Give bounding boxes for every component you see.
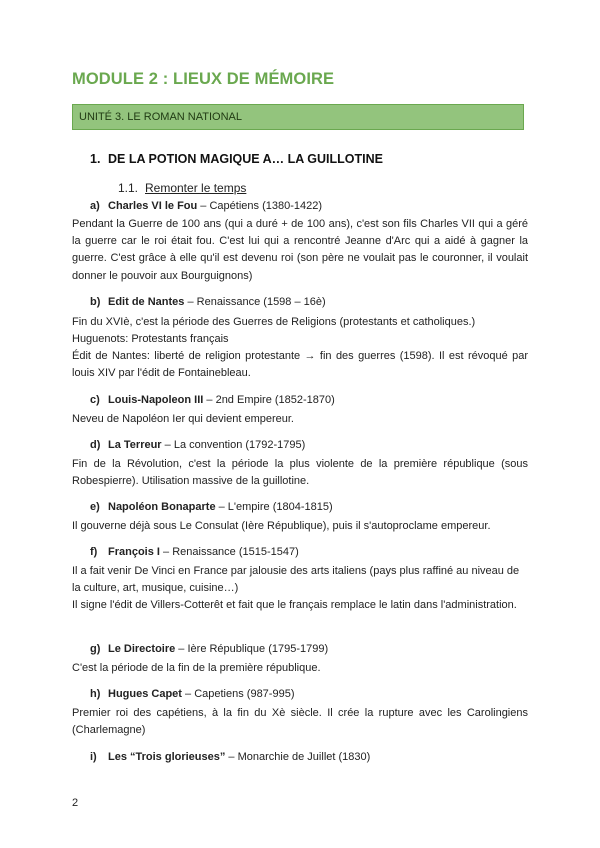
subsection-number: 1.1. [118,181,139,195]
entry-text-e: Il gouverne déjà sous Le Consulat (Ière République), puis il s'autoproclame empereur. [72,520,491,532]
entry-text-f-2: Il signe l'édit de Villers-Cotterêt et fait que le français remplace le latin dans l'administration. [72,599,517,611]
page-number: 2 [72,797,79,809]
unit-banner: UNITÉ 3. LE ROMAN NATIONAL [72,104,524,130]
entry-heading-a: a) Charles VI le Fou – Capétiens (1380-1422) [90,200,322,212]
entry-text-h: Premier roi des capétiens, à la fin du Xè siècle. Il crée la rupture avec les Carolingiens (Charlemagne) [72,707,528,737]
entry-text-d: Fin de la Révolution, c'est la période la plus violente de la première république (sous Robespierre). Utilisation massive de la guillotine. [72,458,528,488]
entry-text-f-1: Il a fait venir De Vinci en France par jalousie des arts italiens (pays plus raffiné au niveau de la culture, art, musique, cuisine…) [72,565,520,595]
module-title: MODULE 2 : LIEUX DE MÉMOIRE [72,70,335,88]
entry-heading-c: c) Louis-Napoleon III – 2nd Empire (1852-1870) [90,394,335,406]
entry-heading-f: f) François I – Renaissance (1515-1547) [90,546,299,558]
entry-heading-d: d) La Terreur – La convention (1792-1795) [90,439,306,451]
entry-heading-g: g) Le Directoire – Ière République (1795-1799) [90,643,329,655]
entry-text-b-1: Fin du XVIè, c'est la période des Guerres de Religions (protestants et catholiques.) [72,316,476,328]
entry-heading-i: i) Les “Trois glorieuses” – Monarchie de Juillet (1830) [90,751,371,763]
subsection-title: Remonter le temps [145,181,247,195]
entry-text-c: Neveu de Napoléon Ier qui devient empereur. [72,413,294,425]
section-title: DE LA POTION MAGIQUE A… LA GUILLOTINE [108,152,383,166]
entry-heading-h: h) Hugues Capet – Capetiens (987-995) [90,688,295,700]
section-number: 1. [90,152,101,166]
subsection-heading [118,181,246,195]
section-heading [90,152,383,166]
entry-text-a: Pendant la Guerre de 100 ans (qui a duré + de 100 ans), c'est son fils Charles VII qui a géré la guerre car le roi était fou. C'est lui qui a rencontré Jeanne d'Arc qui a aidé à gagner la guerre. C'est grâce à elle qu'il est devenu roi (son père ne voulait pas le couronner, il voulait donner le pouvoir aux Bourguignons) [72,218,528,282]
entry-heading-b: b) Edit de Nantes – Renaissance (1598 – 16è) [90,296,326,308]
entry-text-b-2: Huguenots: Protestants français [72,333,229,345]
entry-text-b-3: Édit de Nantes: liberté de religion protestante → fin des guerres (1598). Il est révoqué par louis XIV par l'édit de Fontainebleau. [72,350,528,380]
entry-heading-e: e) Napoléon Bonaparte – L'empire (1804-1815) [90,501,333,513]
entry-text-g: C'est la période de la fin de la première république. [72,662,321,674]
